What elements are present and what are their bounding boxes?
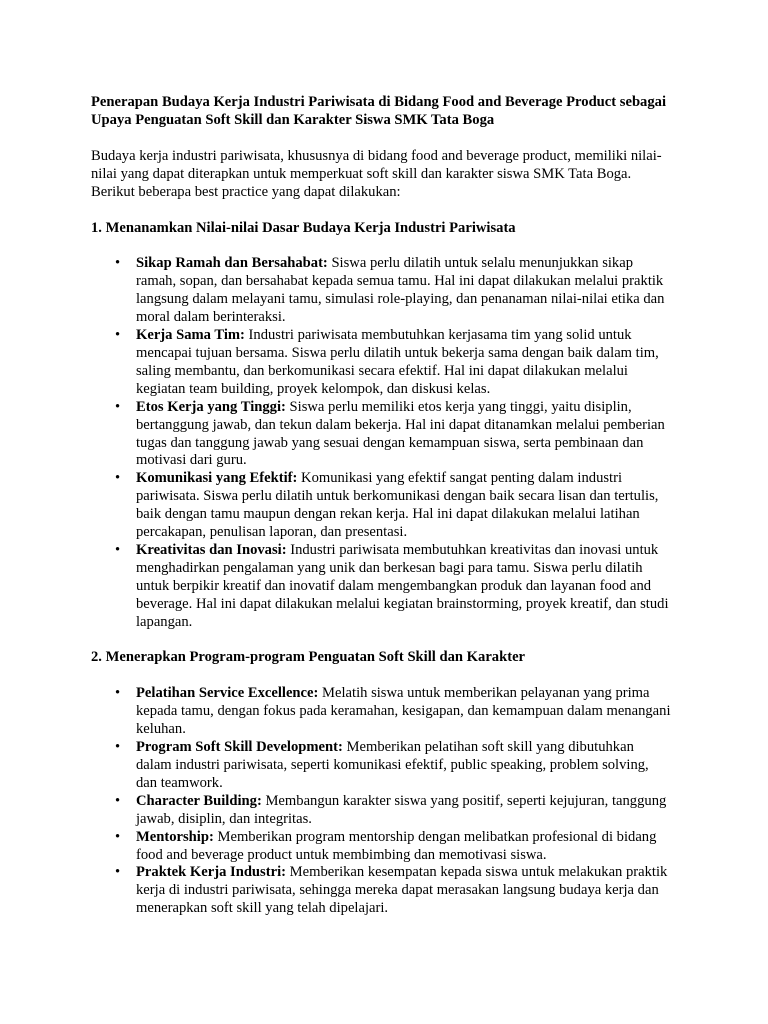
list-item: [115, 739, 672, 793]
bullet-list-2: [91, 685, 672, 918]
item-text: Industri pariwisata membutuhkan kerjasama tim yang solid untuk mencapai tujuan bersama. Siswa perlu dilatih untuk bekerja sama dengan baik dalam tim, saling membantu, dan berkomunikasi secara efektif. Hal ini dapat dilakukan melalui kegiatan team building, proyek kelompok, dan diskusi kelas.: [136, 327, 659, 397]
bullet-icon: •: [115, 470, 121, 487]
intro-paragraph: Budaya kerja industri pariwisata, khususnya di bidang food and beverage product, memiliki nilai-nilai yang dapat diterapkan untuk memperkuat soft skill dan karakter siswa SMK Tata Boga. Berikut beberapa best practice yang dapat dilakukan:: [91, 147, 662, 200]
item-text: Siswa perlu memiliki etos kerja yang tinggi, yaitu disiplin, bertanggung jawab, dan tekun dalam bekerja. Hal ini dapat ditanamkan melalui pemberian tugas dan tanggung jawab yang sesuai dengan kemampuan siswa, serta pembinaan dan motivasi dari guru.: [136, 398, 665, 469]
list-item: [115, 255, 672, 327]
item-text: Industri pariwisata membutuhkan kreativitas dan inovasi untuk menghadirkan pengalaman yang unik dan berkesan bagi para tamu. Siswa perlu dilatih untuk berpikir kreatif dan inovatif dalam mengembangkan produk dan layanan food and beverage. Hal ini dapat dilakukan melalui kegiatan brainstorming, proyek kreatif, dan studi lapangan.: [136, 541, 669, 630]
item-title: Komunikasi yang Efektif:: [136, 470, 298, 487]
document-title: Penerapan Budaya Kerja Industri Pariwisata di Bidang Food and Beverage Product sebagai Upaya Penguatan Soft Skill dan Karakter Siswa SMK Tata Boga: [91, 94, 666, 128]
list-item: [115, 685, 672, 739]
bullet-list-1: [91, 255, 672, 631]
bullet-icon: •: [115, 864, 121, 881]
item-text: Siswa perlu dilatih untuk selalu menunjukkan sikap ramah, sopan, dan bersahabat kepada semua tamu. Hal ini dapat dilakukan melalui praktik langsung dalam melayani tamu, simulasi role-playing, dan penanaman nilai-nilai etika dan moral dalam berinteraksi.: [136, 255, 665, 326]
item-text: Komunikasi yang efektif sangat penting dalam industri pariwisata. Siswa perlu dilatih untuk berkomunikasi dengan baik secara lisan dan tertulis, baik dengan tamu maupun dengan rekan kerja. Hal ini dapat dilakukan melalui latihan percakapan, penulisan laporan, dan presentasi.: [136, 470, 659, 541]
item-title: Etos Kerja yang Tinggi:: [136, 398, 286, 415]
bullet-icon: •: [115, 739, 121, 756]
list-item: [115, 327, 672, 399]
bullet-icon: •: [115, 541, 121, 558]
bullet-icon: •: [115, 327, 121, 344]
list-item: [115, 828, 672, 865]
item-title: Character Building:: [136, 792, 262, 809]
item-title: Praktek Kerja Industri:: [136, 864, 286, 881]
item-title: Mentorship:: [136, 828, 214, 845]
item-title: Pelatihan Service Excellence:: [136, 685, 319, 702]
bullet-icon: •: [115, 255, 121, 272]
list-item: [115, 470, 672, 542]
bullet-icon: •: [115, 398, 121, 415]
item-title: Sikap Ramah dan Bersahabat:: [136, 255, 328, 272]
list-item: [115, 792, 672, 829]
item-text: Melatih siswa untuk memberikan pelayanan yang prima kepada tamu, dengan fokus pada keramahan, kesigapan, dan kemampuan dalam menangani keluhan.: [136, 685, 671, 738]
bullet-icon: •: [115, 792, 121, 809]
item-text: Membangun karakter siswa yang positif, seperti kejujuran, tanggung jawab, disiplin, dan integritas.: [136, 792, 667, 827]
section-heading-1: 1. Menanamkan Nilai-nilai Dasar Budaya Kerja Industri Pariwisata: [91, 219, 516, 236]
item-title: Program Soft Skill Development:: [136, 739, 343, 756]
item-title: Kerja Sama Tim:: [136, 327, 245, 344]
bullet-icon: •: [115, 828, 121, 845]
section-heading-2: 2. Menerapkan Program-program Penguatan Soft Skill dan Karakter: [91, 649, 526, 666]
list-item: [115, 398, 672, 471]
item-text: Memberikan pelatihan soft skill yang dibutuhkan dalam industri pariwisata, seperti komunikasi efektif, public speaking, problem solving, dan teamwork.: [136, 739, 649, 791]
list-item: [115, 541, 672, 632]
list-item: [115, 864, 672, 918]
item-title: Kreativitas dan Inovasi:: [136, 541, 287, 558]
item-text: Memberikan program mentorship dengan melibatkan profesional di bidang food and beverage product untuk membimbing dan memotivasi siswa.: [136, 828, 657, 863]
bullet-icon: •: [115, 685, 121, 702]
item-text: Memberikan kesempatan kepada siswa untuk melakukan praktik kerja di industri pariwisata, sehingga mereka dapat merasakan langsung budaya kerja dan menerapkan soft skill yang telah dipelajari.: [136, 864, 668, 917]
